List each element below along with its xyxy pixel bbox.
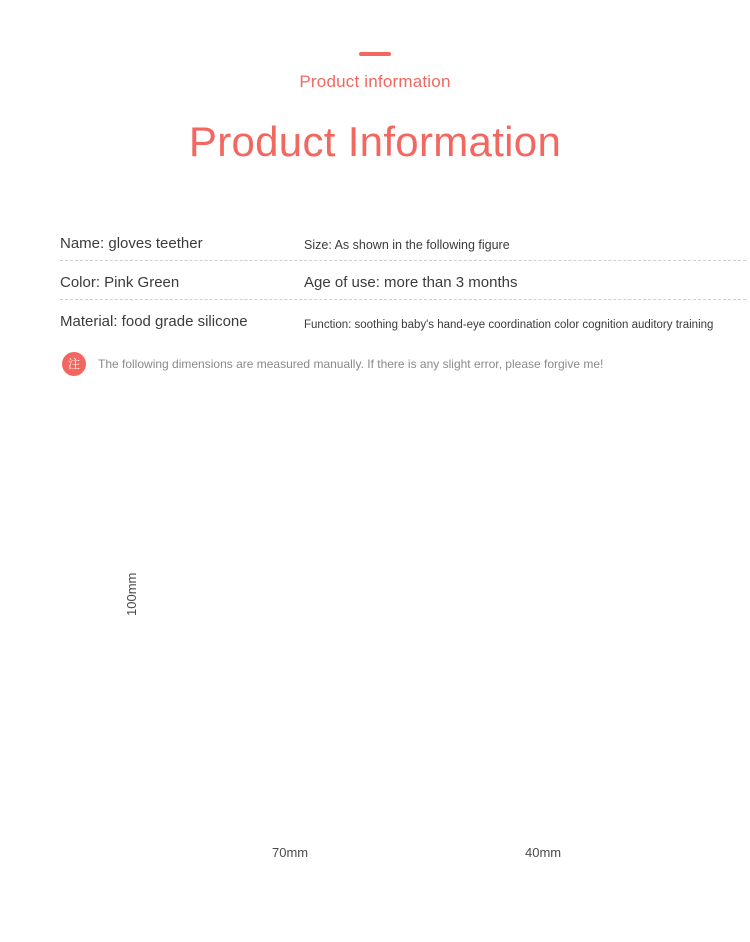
table-row [60, 300, 746, 338]
specs-table [60, 222, 746, 338]
spec-material: Material: food grade silicone [60, 313, 248, 331]
note-badge: 注 [62, 352, 86, 376]
front-width-dimension-label: 70mm [268, 845, 312, 860]
table-row [60, 222, 746, 261]
height-dimension-label: 100mm [124, 569, 139, 620]
dimension-diagram [0, 440, 750, 900]
spec-name: Name: gloves teether [60, 235, 203, 253]
spec-age: Age of use: more than 3 months [304, 274, 518, 292]
table-row [60, 261, 746, 300]
diagram-svg [0, 440, 750, 900]
eyebrow-text: Product information [299, 72, 451, 91]
spec-function: Function: soothing baby's hand-eye coordination color cognition auditory training [304, 318, 714, 331]
measurement-note [62, 352, 603, 376]
side-width-dimension-label: 40mm [521, 845, 565, 860]
accent-dash [359, 52, 391, 56]
page-title: Product Information [188, 118, 562, 165]
note-text: The following dimensions are measured manually. If there is any slight error, please forgive me! [98, 357, 604, 371]
spec-size: Size: As shown in the following figure [304, 238, 510, 253]
spec-color: Color: Pink Green [60, 274, 180, 292]
